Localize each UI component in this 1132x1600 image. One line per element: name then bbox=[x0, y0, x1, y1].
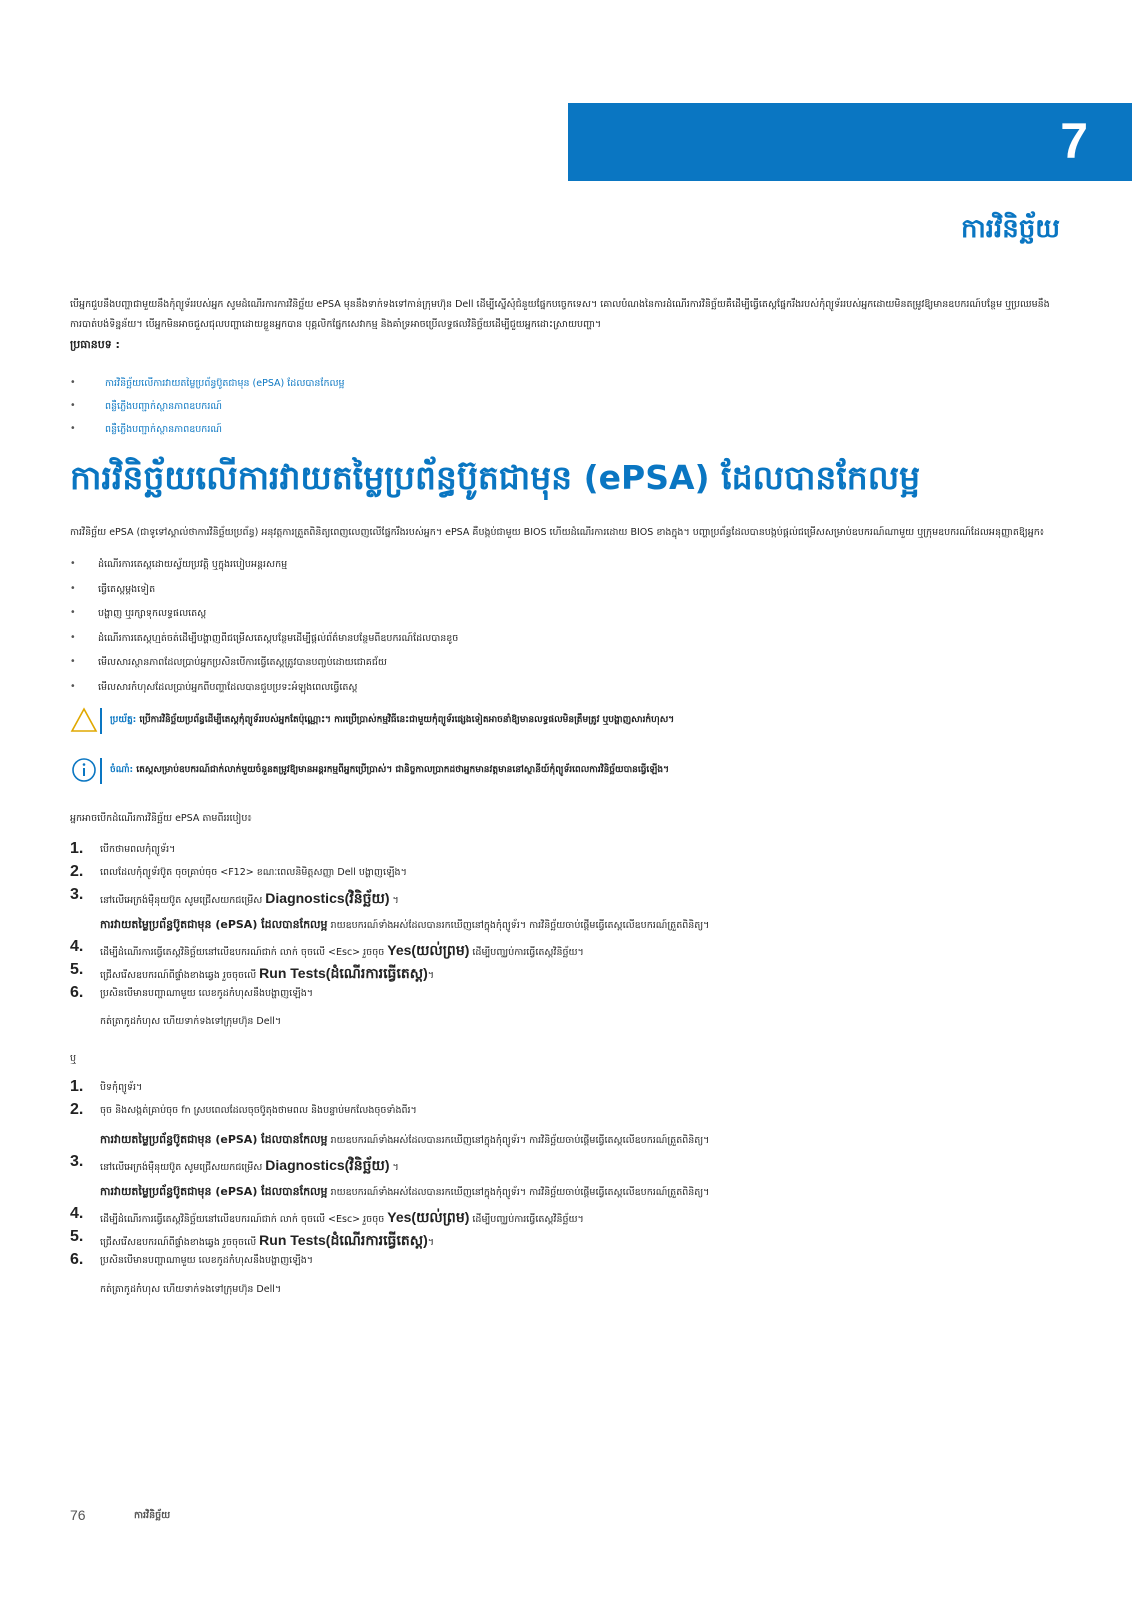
run-intro: អ្នកអាចបើកដំណើរការវិនិច្ឆ័យ ePSA តាមពីររបៀប៖ bbox=[70, 813, 252, 824]
bullet-icon: • bbox=[70, 680, 76, 692]
page-number: 76 bbox=[70, 1507, 86, 1523]
section-title: ការវិនិច្ឆ័យលើការវាយតម្លៃប្រព័ន្ធប៊ូតជាមុន (ePSA) ដែលបានកែលម្អ bbox=[70, 458, 921, 497]
note-text: តេស្តសម្រាប់ឧបករណ៍ជាក់លាក់មួយចំនួនតម្រូវឱ្យមានអន្តរកម្មពីអ្នកប្រើប្រាស់។ ជានិច្ចកាលប្រាកដថាអ្នកមានវត្តមាននៅស្ថានីយ៍កុំព្យូទ័រពេលការវិនិច្ឆ័យបានធ្វើឡើង។ bbox=[136, 765, 670, 775]
topic-link[interactable]: ពន្លឺភ្លើងបញ្ជាក់ស្ថានភាពឧបករណ៍ bbox=[105, 401, 222, 412]
note-label: ចំណាំ: bbox=[110, 765, 134, 775]
bullet-icon: • bbox=[70, 631, 76, 643]
bullet-icon: • bbox=[70, 400, 76, 411]
bullet-icon: • bbox=[70, 656, 76, 667]
bullet-icon: • bbox=[70, 377, 76, 388]
step-3-detail: ការវាយតម្លៃប្រព័ន្ធប៊ូតជាមុន (ePSA) ដែលបានកែលម្អ រាយឧបករណ៍ទាំងអស់ដែលបានរកឃើញនៅក្នុងកុំព្យូទ័រ។ ការវិនិច្ឆ័យចាប់ផ្ដើមធ្វើតេស្តលើឧបករណ៍ត្រួតពិនិត្យ។ bbox=[100, 1185, 710, 1198]
topic-link[interactable]: ការវិនិច្ឆ័យលើការវាយតម្លៃប្រព័ន្ធប៊ូតជាមុន (ePSA) ដែលបានកែលម្អ bbox=[105, 378, 345, 389]
caution-label: ប្រយ័ត្ន: bbox=[110, 715, 137, 725]
or-label: ឬ bbox=[70, 1053, 77, 1064]
bullet-icon: • bbox=[70, 607, 76, 618]
warning-icon bbox=[70, 706, 98, 734]
topics-label: ប្រធានបទ : bbox=[70, 338, 120, 351]
bullet-icon: • bbox=[70, 558, 76, 569]
section-intro: ការវិនិច្ឆ័យ ePSA (ជាទូទៅស្គាល់ថាការវិនិច្ឆ័យប្រព័ន្ធ) អនុវត្តការត្រួតពិនិត្យពេញលេញលើផ្នែករឹងរបស់អ្នក។ ePSA គឺបង្កប់ជាមួយ BIOS ហើយដំណើរការដោយ BIOS ខាងក្នុង។ បញ្ហាប្រព័ន្ធដែលបានបង្កប់ផ្ដល់ជម្រើសសម្រាប់ឧបករណ៍ណាមួយ ឬក្រុមឧបករណ៍ដែលអនុញ្ញាតឱ្យអ្នក៖ bbox=[70, 527, 1044, 538]
bullet-icon: • bbox=[70, 582, 76, 594]
chapter-number: 7 bbox=[1060, 113, 1088, 169]
chapter-banner bbox=[568, 103, 1132, 181]
error-note: កត់ត្រាកូដកំហុស ហើយទាក់ទងទៅក្រុមហ៊ុន Dell។ bbox=[100, 1284, 282, 1295]
intro-paragraph: បើអ្នកជួបនឹងបញ្ហាជាមួយនឹងកុំព្យូទ័ររបស់អ្នក សូមដំណើរការការវិនិច្ឆ័យ ePSA មុននឹងទាក់ទងទៅកាន់ក្រុមហ៊ុន Dell ដើម្បីស្នើសុំជំនួយផ្នែកបច្ចេកទេស។ គោលបំណងនៃការដំណើរការវិនិច្ឆ័យគឺដើម្បីធ្វើតេស្តផ្នែករឹងរបស់កុំព្យូទ័ររបស់អ្នកដោយមិនតម្រូវឱ្យមានឧបករណ៍បន្ថែម ឬប្រឈមនឹងការបាត់បង់ទិន្នន័យ។ បើអ្នកមិនអាចជួសជុលបញ្ហាដោយខ្លួនអ្នកបាន បុគ្គលិកផ្នែកសេវាកម្ម និងគាំទ្រអាចប្រើលទ្ធផលវិនិច្ឆ័យដើម្បីជួយអ្នកដោះស្រាយបញ្ហា។ bbox=[70, 299, 1050, 330]
topic-link[interactable]: ពន្លឺភ្លើងបញ្ជាក់ស្ថានភាពឧបករណ៍ bbox=[105, 424, 222, 435]
info-icon bbox=[70, 756, 98, 784]
step-2-detail: ការវាយតម្លៃប្រព័ន្ធប៊ូតជាមុន (ePSA) ដែលបានកែលម្អ រាយឧបករណ៍ទាំងអស់ដែលបានរកឃើញនៅក្នុងកុំព្យូទ័រ។ ការវិនិច្ឆ័យចាប់ផ្ដើមធ្វើតេស្តលើឧបករណ៍ត្រួតពិនិត្យ។ bbox=[100, 1133, 710, 1146]
caution-text: ប្រើការវិនិច្ឆ័យប្រព័ន្ធដើម្បីតេស្តកុំព្យូទ័ររបស់អ្នកតែប៉ុណ្ណោះ។ ការប្រើប្រាស់កម្មវិធីនេះជាមួយកុំព្យូទ័រផ្សេងទៀតអាចនាំឱ្យមានលទ្ធផលមិនត្រឹមត្រូវ ឬបង្ហាញសារកំហុស។ bbox=[139, 715, 675, 725]
chapter-title: ការវិនិច្ឆ័យ bbox=[960, 214, 1060, 244]
step-3-detail: ការវាយតម្លៃប្រព័ន្ធប៊ូតជាមុន (ePSA) ដែលបានកែលម្អ រាយឧបករណ៍ទាំងអស់ដែលបានរកឃើញនៅក្នុងកុំព្យូទ័រ។ ការវិនិច្ឆ័យចាប់ផ្ដើមធ្វើតេស្តលើឧបករណ៍ត្រួតពិនិត្យ។ bbox=[100, 918, 710, 931]
bullet-icon: • bbox=[70, 423, 76, 434]
error-note: កត់ត្រាកូដកំហុស ហើយទាក់ទងទៅក្រុមហ៊ុន Dell។ bbox=[100, 1016, 282, 1027]
footer-title: ការវិនិច្ឆ័យ bbox=[134, 1510, 171, 1521]
